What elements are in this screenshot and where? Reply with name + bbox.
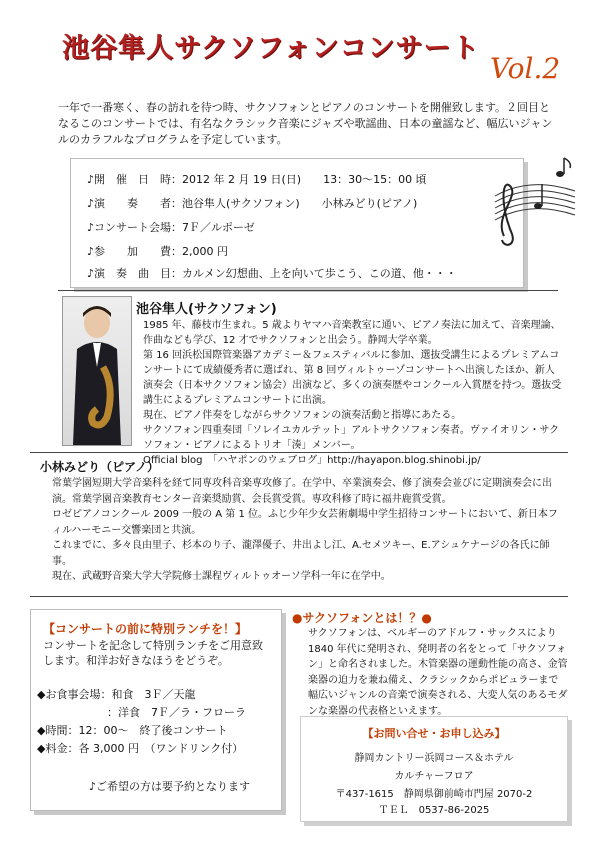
intro-paragraph: 一年で一番寒く、春の訪れを待つ時、サクソフォンとピアノのコンサートを開催致します。２回目となるこのコンサートでは、有名なクラシック音楽にジャズや歌謡曲、日本の童謡など、幅広いジャンルのカラフルなプログラムを予定しています。 [58, 101, 553, 146]
blog-link[interactable]: Official blog 「ハヤポンのウェブログ」http://hayapon.blog.shinobi.jp/ [143, 455, 481, 466]
lunch-time: ◆時間：12：00～ 終了後コンサート [37, 724, 228, 737]
section-divider [58, 290, 558, 291]
lunch-title: 【コンサートの前に特別ランチを！】 [43, 622, 248, 636]
ikeya-name: 池谷隼人(サクソフォン) [136, 302, 277, 317]
lunch-venue: ◆お食事会場：和食 3Ｆ／天龍 [37, 688, 196, 701]
saxophone-body: サクソフォンは、ベルギーのアドルフ・サックスにより 1840 年代に発明され、発明者の名をとって「サクソフォン」と命名されました。木管楽器の運動性能の高さ、金管楽器の迫力を兼ね備え、クラシックからポピュラーまで幅広いジャンルの音楽で演奏される、大変人気のあるモダンな楽器の代表格といえます。 [308, 628, 568, 717]
music-notes-icon [490, 156, 580, 256]
contact-tel: ＴＥＬ 0537-86-2025 [378, 805, 490, 816]
contact-floor: カルチャーフロア [394, 771, 474, 782]
info-date: ♪開 催 日 時：2012 年 2 月 19 日(日) 13：30～15：00 頃 [87, 173, 427, 186]
lunch-venue-western: ：洋食 7Ｆ／ラ・フローラ [107, 706, 246, 719]
section-divider [30, 452, 568, 453]
info-venue: ♪コンサート会場：7Ｆ／ルポーゼ [87, 221, 255, 234]
performer-photo [62, 296, 132, 446]
bio-paragraph: 現在、ピアノ伴奏をしながらサクソフォンの演奏活動と指導にあたる。 [143, 410, 462, 421]
lunch-description: コンサートを記念して特別ランチをご用意致します。和洋お好きなほうをどうぞ。 [43, 639, 263, 667]
contact-box [300, 716, 568, 822]
info-performers: ♪演 奏 者：池谷隼人(サクソフォン) 小林みどり(ピアノ) [87, 197, 418, 210]
volume-label: Vol.2 [490, 52, 561, 85]
bio-paragraph: 現在、武蔵野音楽大学大学院修士課程ヴィルトゥオーソ学科一年に在学中。 [52, 571, 391, 582]
bio-paragraph: 1985 年、藤枝市生まれ。5 歳よりヤマハ音楽教室に通い、ピアノ奏法に加えて、音楽理論、作曲なども学び、12 才でサクソフォンと出会う。静岡大学卒業。 [143, 320, 561, 346]
bio-paragraph: ロゼピアノコンクール 2009 一般の A 第 1 位。ふじ少年少女芸術劇場中学生招待コンサートにおいて、新日本フィルハーモニー交響楽団と共演。 [52, 509, 558, 536]
kobayashi-name: 小林みどり（ピアノ） [40, 460, 160, 474]
lunch-box [30, 609, 282, 811]
bio-paragraph: これまでに、多々良由里子、杉本のり子、瀧澤優子、井出よし江、A.セメツキー、E.アシュケナージの各氏に師事。 [52, 540, 550, 567]
info-fee: ♪参 加 費：2,000 円 [87, 245, 229, 258]
bio-paragraph: 第 16 回浜松国際管楽器アカデミー＆フェスティバルに参加、選抜受講生によるプレミアムコンサートにて成績優秀者に選ばれ、第 8 回ヴィルトゥーゾコンサートへ出演したほか、新人演奏会（日本サクソフォン協会）出演など、多くの演奏歴やコンクール入賞歴を持つ。選抜受講生によるプレミアムコンサートに出演。 [143, 350, 562, 406]
bio-paragraph: サクソフォン四重奏団「ソレイユカルテット」アルトサクソフォン奏者。ヴァイオリン・サクソフォン・ピアノによるトリオ「湊」メンバー。 [143, 425, 560, 451]
contact-hotel: 静岡カントリー浜岡コース＆ホテル [354, 753, 514, 764]
section-divider [30, 596, 568, 597]
contact-title: 【お問い合せ・お申し込み】 [362, 727, 506, 740]
lunch-price: ◆料金：各 3,000 円 （ワンドリンク付） [37, 742, 244, 755]
contact-address: 〒437-1615 静岡県御前崎市門屋 2070-2 [335, 789, 533, 800]
event-info-box [70, 158, 524, 288]
ikeya-bio [143, 318, 563, 468]
kobayashi-bio [52, 476, 567, 585]
page-title: 池谷隼人サクソフォンコンサート [62, 33, 480, 64]
bio-paragraph: 常葉学園短期大学音楽科を経て同専攻科音楽専攻修了。在学中、卒業演奏会、修了演奏会並びに定期演奏会に出演。常葉学園音楽教育センター音楽奨励賞、会長賞受賞。専攻科修了時に福井鹿賞受賞。 [52, 478, 552, 505]
info-program: ♪演 奏 曲 目：カルメン幻想曲、上を向いて歩こう、この道、他・・・ [87, 267, 457, 280]
lunch-note: ♪ご希望の方は要予約となります [89, 780, 251, 793]
saxophone-title: ●サクソフォンとは！？● [292, 611, 432, 625]
